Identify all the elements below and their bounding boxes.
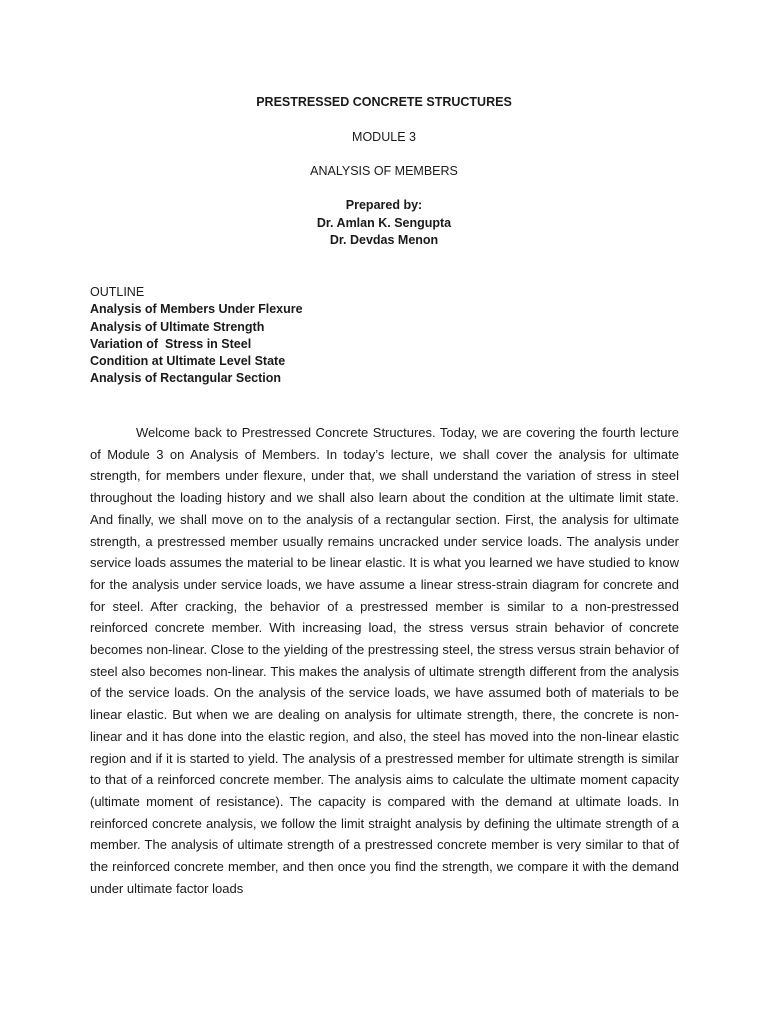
outline-section bbox=[90, 284, 303, 388]
outline-item: Analysis of Ultimate Strength bbox=[90, 319, 265, 334]
prepared-by-label: Prepared by: bbox=[345, 198, 423, 212]
module-label: MODULE 3 bbox=[352, 130, 416, 144]
outline-item: Variation of Stress in Steel bbox=[90, 336, 252, 351]
body-paragraph: Welcome back to Prestressed Concrete Structures. Today, we are covering the fourth lecture of Module 3 on Analysis of Members. In today’s lecture, we shall cover the analysis for ultimate strength, for members under flexure, under that, we shall understand the variation of stress in steel throughout the loading history and we shall also learn about the condition at the ultimate limit state. And finally, we shall move on to the analysis of a rectangular section. First, the analysis for ultimate strength, a prestressed member usually remains uncracked under service loads. The analysis under service loads assumes the material to be linear elastic. It is what you learned we have studied to know for the analysis under service loads, we have assume a linear stress-strain diagram for concrete and for steel. After cracking, the behavior of a prestressed member is similar to a non-prestressed reinforced concrete member. With increasing load, the stress versus strain behavior of concrete becomes non-linear. Close to the yielding of the prestressing steel, the stress versus strain behavior of steel also becomes non-linear. This makes the analysis of ultimate strength different from the analysis of the service loads. On the analysis of the service loads, we have assumed both of materials to be linear elastic. But when we are dealing on analysis for ultimate strength, there, the concrete is non-linear and it has done into the elastic region, and also, the steel has moved into the non-linear elastic region and if it is started to yield. The analysis of a prestressed member for ultimate strength is similar to that of a reinforced concrete member. The analysis aims to calculate the ultimate moment capacity (ultimate moment of resistance). The capacity is compared with the demand at ultimate loads. In reinforced concrete analysis, we follow the limit straight analysis by defining the ultimate strength of a member. The analysis of ultimate strength of a prestressed concrete member is very similar to that of the reinforced concrete member, and then once you find the strength, we compare it with the demand under ultimate factor loads bbox=[90, 425, 679, 896]
outline-item: Analysis of Members Under Flexure bbox=[90, 302, 303, 317]
author-name: Dr. Devdas Menon bbox=[329, 233, 439, 247]
outline-heading: OUTLINE bbox=[90, 285, 145, 299]
outline-item: Analysis of Rectangular Section bbox=[90, 371, 282, 386]
document-title: PRESTRESSED CONCRETE STRUCTURES bbox=[256, 95, 512, 109]
author-name: Dr. Amlan K. Sengupta bbox=[316, 216, 452, 230]
document-subtitle: ANALYSIS OF MEMBERS bbox=[310, 164, 458, 178]
outline-item: Condition at Ultimate Level State bbox=[90, 354, 286, 369]
